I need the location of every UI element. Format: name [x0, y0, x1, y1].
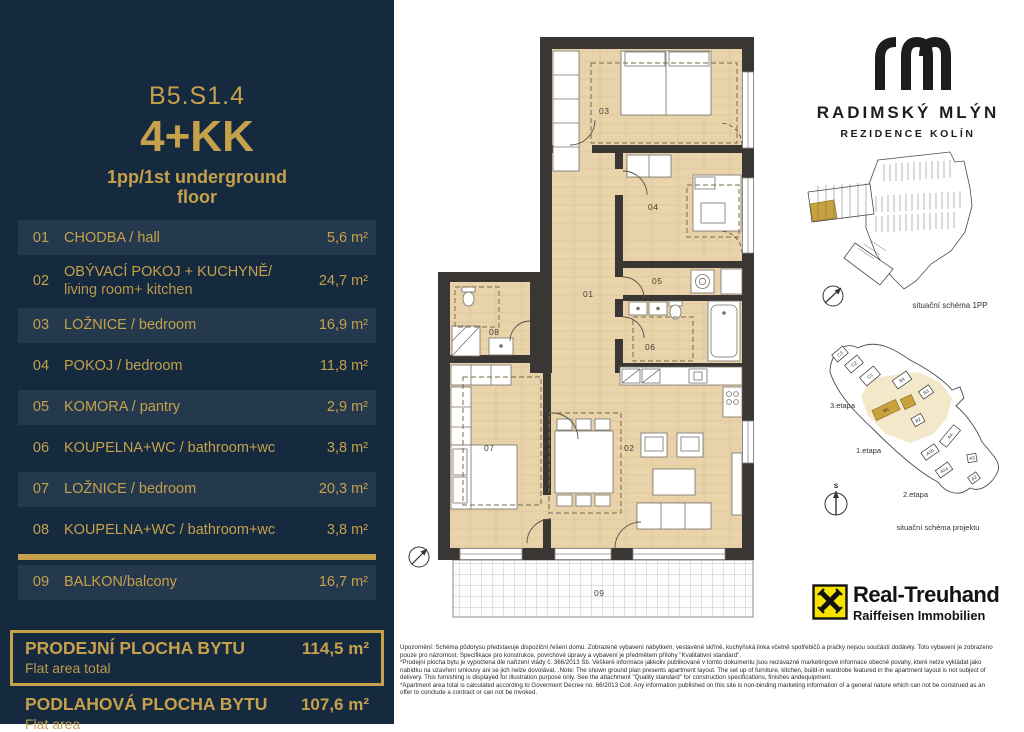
- building-label: A1b: [925, 447, 935, 457]
- room-number: 02: [32, 273, 50, 290]
- schematic-1pp-caption: situační schéma 1PP: [912, 301, 988, 310]
- table-row: [18, 308, 376, 343]
- disclaimer-line: delivery. This furnishing is displayed for illustration purpose only. See the attachment "Quality standard" for construction specifications, finishes andequipment.: [400, 674, 832, 682]
- site-schematic-1pp: [800, 148, 1016, 318]
- etapa-label-1: 1.etapa: [856, 446, 882, 455]
- room-number: 06: [32, 440, 50, 457]
- table-row: [18, 349, 376, 384]
- room-number: 03: [32, 317, 50, 334]
- building-label: A3: [968, 455, 976, 462]
- building-label: C2: [850, 360, 858, 368]
- room-area: 11,8 m²: [319, 358, 368, 375]
- flat-area-total-label-en: Flat area total: [25, 659, 111, 676]
- unit-code: B5.S1.4: [149, 82, 245, 110]
- disclaimer-line: *Apartment area total is calculated according to Goverment Decree no. 66/2013 Coll. Any information published on this site is non-binding marketing information of a general nature which can not be construed as an: [400, 681, 986, 689]
- unit-layout: 4+KK: [140, 112, 254, 161]
- project-branding: [800, 34, 1016, 140]
- flat-area-total-box: [10, 630, 384, 686]
- building-label: A2: [970, 474, 978, 482]
- room-area: 5,6 m²: [326, 229, 368, 246]
- unit-header: [0, 0, 394, 207]
- room-label-09: 09: [594, 588, 605, 598]
- building-label: B2: [914, 416, 922, 424]
- building-label: B3: [922, 388, 930, 396]
- building-label: C1: [866, 372, 874, 380]
- disclaimer-line: nabídku na uzavření smlouvy ani se jich nelze dovolávat. .Note: The shown ground plan presents apartment layout. The set up of furniture, kitchen, build-in wardrobe featured in the apartment layout is not subject of: [400, 666, 986, 674]
- room-name: KOMORA / pantry: [64, 399, 181, 415]
- room-table: [0, 220, 394, 599]
- raiffeisen-cross-icon: [812, 584, 848, 620]
- room-label-04: 04: [648, 202, 659, 212]
- flat-area-label: PODLAHOVÁ PLOCHA BYTU: [25, 693, 268, 714]
- broker-subtitle: Raiffeisen Immobilien: [853, 608, 986, 623]
- highlighted-unit-1pp: [810, 200, 837, 221]
- table-row: [18, 431, 376, 466]
- room-number: 04: [32, 358, 50, 375]
- compass-icon: [823, 286, 843, 306]
- compass-icon: [409, 547, 429, 567]
- compass-icon: [825, 483, 847, 515]
- unit-floor: [0, 167, 394, 207]
- room-number: 07: [32, 481, 50, 498]
- room-name: KOUPELNA+WC / bathroom+wc: [64, 440, 276, 456]
- room-area: 3,8 m²: [326, 440, 368, 457]
- unit-info-panel: [0, 0, 394, 732]
- disclaimer-line: offer to conclude a contract or can not be invoked.: [400, 689, 538, 697]
- room-name: POKOJ / bedroom: [64, 358, 183, 374]
- room-label-07: 07: [484, 443, 495, 453]
- room-label-01: 01: [583, 289, 594, 299]
- room-area: 20,3 m²: [318, 481, 368, 498]
- building-label-highlighted: B5: [882, 406, 890, 414]
- room-area: 16,7 m²: [318, 574, 368, 591]
- building-label: B4: [898, 376, 906, 384]
- room-name: OBÝVACÍ POKOJ + KUCHYNĚ/: [64, 264, 273, 281]
- room-number: 09: [32, 574, 50, 591]
- table-row: [18, 565, 376, 600]
- table-row: [18, 513, 376, 548]
- rm-monogram-logo: [865, 34, 951, 92]
- floor-plan: [405, 25, 785, 640]
- table-row: [18, 472, 376, 507]
- room-label-06: 06: [645, 342, 656, 352]
- flat-area-label-en: Flat area: [25, 715, 81, 732]
- compass-north-label: S: [833, 483, 839, 490]
- room-number: 01: [32, 229, 50, 246]
- room-name: KOUPELNA+WC / bathroom+wc: [64, 522, 276, 538]
- disclaimer-line: pouze pro názornost. Specifikace pro konstrukce, povrchové úpravy a vybavení je předmětem přílohy "Kvalitativní standard".: [400, 651, 742, 659]
- flat-area-box: [10, 694, 384, 732]
- table-row: [18, 220, 376, 255]
- project-name: RADIMSKÝ MLÝN: [816, 103, 1000, 122]
- disclaimer: [400, 644, 1018, 697]
- gold-divider: [18, 554, 376, 560]
- table-row: [18, 261, 376, 301]
- building-label: C3: [836, 350, 844, 358]
- room-area: 24,7 m²: [318, 273, 368, 290]
- flat-area-total-label: PRODEJNÍ PLOCHA BYTU: [25, 637, 246, 658]
- room-label-08: 08: [489, 327, 500, 337]
- building-label: A4: [946, 432, 954, 440]
- site-schematic-project: [800, 330, 1016, 535]
- unit-floor-line1: 1pp/1st underground: [107, 167, 287, 187]
- room-area: 16,9 m²: [318, 317, 368, 334]
- flat-area-total-value: 114,5 m²: [301, 638, 369, 658]
- room-name: CHODBA / hall: [64, 229, 160, 246]
- flat-area-value: 107,6 m²: [300, 694, 369, 714]
- room-label-03: 03: [599, 106, 610, 116]
- disclaimer-line: *Prodejní plocha bytu je vypočtena dle nařízení vlády č. 366/2013 Sb. Veškeré informace jakkoliv publikované v tomto dokumentu jsou nezávazné marketingové informace obecné povahy, které nelze vykládat jako: [400, 659, 982, 667]
- building-label: A1a: [939, 465, 949, 475]
- etapa-label-2: 2.etapa: [903, 490, 929, 499]
- broker-logo: [812, 584, 999, 623]
- disclaimer-line: Upozornění: Schéma půdorysu představuje dispoziční řešení domu. Zobrazené vybavení nábytkem, vestavěné skříně, kuchyňská linka včetně spotřebičů a pračky nejsou součástí dodávky. Toto vybavení je zobrazeno: [400, 644, 993, 651]
- room-name: BALKON/balcony: [64, 574, 177, 590]
- room-area: 2,9 m²: [326, 399, 368, 416]
- unit-floor-line2: floor: [177, 187, 217, 208]
- room-label-05: 05: [652, 276, 663, 286]
- room-label-02: 02: [624, 443, 635, 453]
- table-row: [18, 390, 376, 425]
- room-name: LOŽNICE / bedroom: [64, 481, 197, 497]
- room-name-en: living room+ kitchen: [64, 282, 193, 299]
- room-name: LOŽNICE / bedroom: [64, 317, 197, 333]
- room-number: 08: [32, 522, 50, 539]
- etapa-label-3: 3.etapa: [830, 401, 856, 410]
- schematic-project-caption: situační schéma projektu: [896, 523, 980, 532]
- broker-name: Real-Treuhand: [853, 582, 1000, 607]
- project-subtitle: REZIDENCE KOLÍN: [840, 128, 976, 140]
- room-number: 05: [32, 399, 50, 416]
- room-area: 3,8 m²: [326, 522, 368, 539]
